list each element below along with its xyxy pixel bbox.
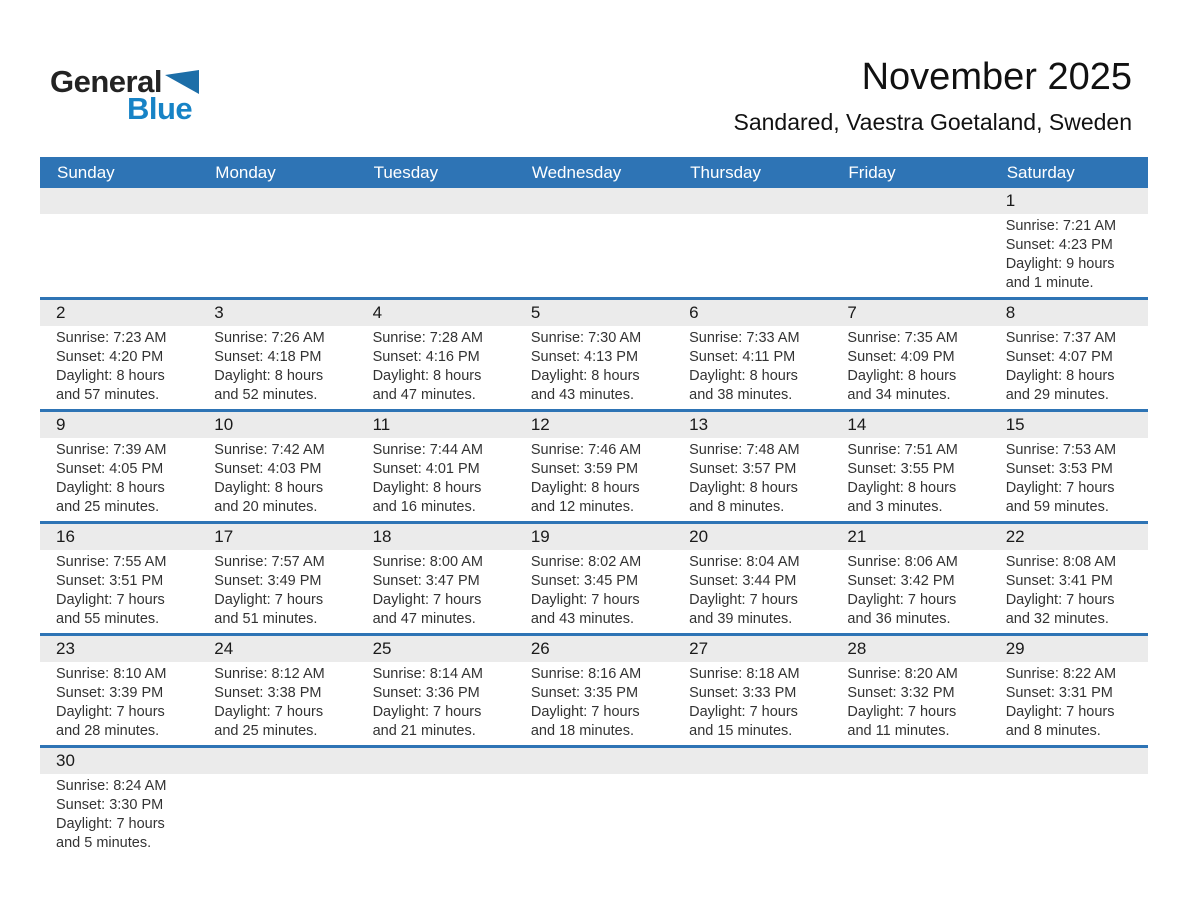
day-details: [990, 214, 1148, 297]
date-number: 4: [357, 300, 515, 326]
day-detail-line: Daylight: 8 hours: [214, 480, 324, 496]
day-cell-4: [357, 300, 515, 409]
day-detail-line: Sunset: 4:16 PM: [372, 349, 480, 365]
weekday-label-wednesday: Wednesday: [531, 162, 622, 182]
date-number: 16: [40, 524, 198, 550]
day-detail-line: Sunset: 3:36 PM: [372, 685, 480, 701]
day-detail-line: Sunrise: 7:51 AM: [847, 442, 958, 458]
date-number: 28: [831, 636, 989, 662]
logo-text-general: General: [50, 64, 162, 99]
day-detail-line: Sunrise: 7:30 AM: [530, 330, 642, 346]
day-detail-line: Sunrise: 8:18 AM: [689, 666, 800, 682]
day-cell-empty: [515, 188, 673, 297]
day-cell-14: [831, 412, 989, 521]
day-detail-line: Sunset: 4:03 PM: [214, 461, 322, 477]
day-detail-line: Daylight: 7 hours: [1005, 480, 1115, 496]
day-cell-empty: [831, 748, 989, 857]
day-detail-line: Sunset: 3:57 PM: [689, 461, 797, 477]
day-details: [990, 550, 1148, 633]
weekday-label-saturday: Saturday: [1006, 162, 1075, 182]
day-cell-27: [673, 636, 831, 745]
week-row: [40, 188, 1148, 300]
day-details: [357, 662, 515, 745]
date-number: 2: [40, 300, 198, 326]
day-detail-line: Sunrise: 8:00 AM: [372, 554, 483, 570]
day-detail-line: Sunset: 3:33 PM: [689, 685, 797, 701]
day-detail-line: Daylight: 8 hours: [689, 368, 798, 384]
day-detail-line: Sunrise: 7:33 AM: [689, 330, 800, 346]
day-detail-line: and 25 minutes.: [214, 723, 318, 739]
day-details: [198, 326, 356, 409]
day-cell-2: [40, 300, 198, 409]
day-detail-line: and 11 minutes.: [847, 723, 950, 739]
day-detail-line: Sunrise: 7:57 AM: [214, 554, 325, 570]
day-detail-line: and 15 minutes.: [689, 723, 793, 739]
day-cell-24: [198, 636, 356, 745]
day-detail-line: Sunrise: 8:22 AM: [1005, 666, 1117, 682]
date-number: [831, 748, 989, 774]
day-details: [831, 326, 989, 409]
day-detail-line: and 36 minutes.: [847, 611, 951, 627]
day-details: [673, 662, 831, 745]
date-number: [198, 748, 356, 774]
day-details: [515, 662, 673, 745]
day-cell-25: [357, 636, 515, 745]
day-detail-line: and 21 minutes.: [372, 723, 476, 739]
day-detail-line: Sunset: 3:39 PM: [56, 685, 164, 701]
day-detail-line: Sunset: 3:44 PM: [689, 573, 797, 589]
day-detail-line: Sunrise: 8:12 AM: [214, 666, 325, 682]
day-detail-line: and 47 minutes.: [372, 611, 476, 627]
date-number: [515, 748, 673, 774]
day-details: [515, 438, 673, 521]
weekday-header-row: [40, 157, 1148, 188]
day-cell-empty: [357, 748, 515, 857]
day-detail-line: Daylight: 7 hours: [847, 704, 957, 720]
day-detail-line: Sunrise: 7:48 AM: [689, 442, 800, 458]
day-details: [831, 214, 989, 293]
day-detail-line: Sunrise: 7:28 AM: [372, 330, 483, 346]
date-number: 15: [990, 412, 1148, 438]
day-details: [515, 774, 673, 853]
day-detail-line: Daylight: 8 hours: [847, 368, 957, 384]
day-details: [357, 438, 515, 521]
day-detail-line: and 55 minutes.: [56, 611, 160, 627]
day-detail-line: Sunrise: 7:23 AM: [56, 330, 167, 346]
day-detail-line: and 59 minutes.: [1005, 499, 1109, 515]
date-number: 23: [40, 636, 198, 662]
day-detail-line: Daylight: 7 hours: [214, 592, 324, 608]
day-cell-9: [40, 412, 198, 521]
day-detail-line: and 34 minutes.: [847, 387, 951, 403]
day-detail-line: Daylight: 8 hours: [372, 368, 482, 384]
day-details: [990, 438, 1148, 521]
day-cell-6: [673, 300, 831, 409]
day-detail-line: Daylight: 7 hours: [214, 704, 324, 720]
date-number: 13: [673, 412, 831, 438]
day-cell-empty: [198, 748, 356, 857]
calendar-grid: [40, 157, 1148, 857]
day-details: [40, 662, 198, 745]
date-number: 26: [515, 636, 673, 662]
week-row: [40, 412, 1148, 524]
day-cell-28: [831, 636, 989, 745]
day-detail-line: Sunrise: 8:20 AM: [847, 666, 958, 682]
day-detail-line: Daylight: 9 hours: [1005, 256, 1115, 272]
day-detail-line: Daylight: 8 hours: [56, 480, 165, 496]
date-number: 14: [831, 412, 989, 438]
day-detail-line: Daylight: 7 hours: [847, 592, 957, 608]
day-details: [357, 326, 515, 409]
day-details: [357, 214, 515, 293]
date-number: 30: [40, 748, 198, 774]
day-cell-22: [990, 524, 1148, 633]
day-detail-line: Sunrise: 8:04 AM: [689, 554, 800, 570]
day-details: [357, 774, 515, 853]
day-detail-line: and 1 minute.: [1005, 275, 1094, 291]
day-cell-12: [515, 412, 673, 521]
day-detail-line: Sunrise: 7:46 AM: [530, 442, 642, 458]
day-details: [515, 550, 673, 633]
day-detail-line: Sunset: 3:49 PM: [214, 573, 322, 589]
day-detail-line: Sunrise: 7:39 AM: [56, 442, 167, 458]
date-number: 9: [40, 412, 198, 438]
calendar-weeks: [40, 188, 1148, 857]
day-cell-15: [990, 412, 1148, 521]
date-number: 11: [357, 412, 515, 438]
week-row: [40, 748, 1148, 857]
day-details: [198, 438, 356, 521]
day-detail-line: and 51 minutes.: [214, 611, 318, 627]
day-detail-line: Sunset: 3:35 PM: [530, 685, 639, 701]
date-number: [673, 188, 831, 214]
day-detail-line: and 39 minutes.: [689, 611, 793, 627]
day-cell-8: [990, 300, 1148, 409]
logo: [50, 66, 199, 124]
day-cell-26: [515, 636, 673, 745]
day-detail-line: Sunrise: 7:37 AM: [1005, 330, 1117, 346]
day-detail-line: Daylight: 8 hours: [530, 480, 640, 496]
day-detail-line: and 8 minutes.: [1005, 723, 1101, 739]
day-detail-line: Sunrise: 8:24 AM: [56, 778, 167, 794]
day-detail-line: and 28 minutes.: [56, 723, 160, 739]
day-detail-line: Daylight: 8 hours: [56, 368, 165, 384]
weekday-label-thursday: Thursday: [690, 162, 761, 182]
day-detail-line: Sunset: 4:11 PM: [689, 349, 796, 365]
calendar-page: [40, 0, 1148, 857]
title-block: [733, 56, 1132, 136]
day-detail-line: Sunset: 3:45 PM: [530, 573, 639, 589]
day-detail-line: Daylight: 7 hours: [530, 704, 640, 720]
day-detail-line: Sunset: 4:23 PM: [1005, 237, 1113, 253]
day-cell-16: [40, 524, 198, 633]
date-number: 5: [515, 300, 673, 326]
date-number: 18: [357, 524, 515, 550]
day-details: [673, 550, 831, 633]
weekday-label-tuesday: Tuesday: [373, 162, 439, 182]
date-number: 19: [515, 524, 673, 550]
day-detail-line: Sunrise: 7:44 AM: [372, 442, 483, 458]
day-cell-11: [357, 412, 515, 521]
day-detail-line: Sunrise: 7:26 AM: [214, 330, 325, 346]
day-detail-line: Sunrise: 7:42 AM: [214, 442, 325, 458]
date-number: [831, 188, 989, 214]
day-detail-line: Sunrise: 8:02 AM: [530, 554, 642, 570]
date-number: [198, 188, 356, 214]
date-number: 6: [673, 300, 831, 326]
day-detail-line: and 38 minutes.: [689, 387, 793, 403]
day-detail-line: Sunrise: 8:10 AM: [56, 666, 167, 682]
day-cell-20: [673, 524, 831, 633]
day-detail-line: and 18 minutes.: [530, 723, 635, 739]
day-detail-line: and 3 minutes.: [847, 499, 943, 515]
day-detail-line: Sunset: 3:47 PM: [372, 573, 480, 589]
date-number: [673, 748, 831, 774]
weekday-label-monday: Monday: [215, 162, 276, 182]
day-detail-line: Daylight: 8 hours: [847, 480, 957, 496]
day-cell-7: [831, 300, 989, 409]
day-detail-line: Sunrise: 7:55 AM: [56, 554, 167, 570]
day-cell-30: [40, 748, 198, 857]
date-number: 3: [198, 300, 356, 326]
day-detail-line: and 52 minutes.: [214, 387, 318, 403]
date-number: 25: [357, 636, 515, 662]
day-detail-line: Sunrise: 7:21 AM: [1005, 218, 1117, 234]
day-detail-line: Daylight: 7 hours: [56, 592, 165, 608]
day-details: [515, 326, 673, 409]
day-details: [990, 326, 1148, 409]
day-detail-line: and 29 minutes.: [1005, 387, 1109, 403]
day-cell-5: [515, 300, 673, 409]
day-detail-line: Daylight: 7 hours: [372, 592, 482, 608]
logo-text-blue: Blue: [127, 91, 193, 126]
date-number: 12: [515, 412, 673, 438]
masthead: [40, 0, 1148, 157]
day-details: [198, 774, 356, 853]
day-cell-empty: [831, 188, 989, 297]
day-detail-line: Sunrise: 7:35 AM: [847, 330, 958, 346]
day-details: [673, 326, 831, 409]
day-detail-line: and 47 minutes.: [372, 387, 476, 403]
day-details: [515, 214, 673, 293]
day-detail-line: Daylight: 7 hours: [1005, 704, 1115, 720]
day-details: [357, 550, 515, 633]
date-number: 20: [673, 524, 831, 550]
day-detail-line: Daylight: 7 hours: [1005, 592, 1115, 608]
day-detail-line: Sunset: 3:42 PM: [847, 573, 955, 589]
day-details: [40, 326, 198, 409]
weekday-label-friday: Friday: [848, 162, 896, 182]
date-number: 7: [831, 300, 989, 326]
day-detail-line: Sunset: 3:31 PM: [1005, 685, 1113, 701]
day-detail-line: Sunset: 3:41 PM: [1005, 573, 1113, 589]
day-detail-line: Sunrise: 7:53 AM: [1005, 442, 1117, 458]
day-detail-line: Sunset: 3:59 PM: [530, 461, 639, 477]
day-details: [40, 214, 198, 293]
day-cell-13: [673, 412, 831, 521]
day-cell-empty: [673, 748, 831, 857]
weekday-label-sunday: Sunday: [57, 162, 115, 182]
page-subtitle: Sandared, Vaestra Goetaland, Sweden: [733, 108, 1132, 135]
day-details: [198, 550, 356, 633]
day-detail-line: and 5 minutes.: [56, 835, 152, 851]
date-number: [357, 748, 515, 774]
day-detail-line: and 8 minutes.: [689, 499, 785, 515]
day-detail-line: Sunset: 3:32 PM: [847, 685, 955, 701]
week-row: [40, 300, 1148, 412]
day-cell-23: [40, 636, 198, 745]
day-detail-line: Sunset: 3:30 PM: [56, 797, 164, 813]
day-cell-empty: [198, 188, 356, 297]
day-detail-line: Sunset: 4:01 PM: [372, 461, 480, 477]
date-number: 22: [990, 524, 1148, 550]
day-detail-line: Daylight: 8 hours: [1005, 368, 1115, 384]
date-number: [40, 188, 198, 214]
date-number: 21: [831, 524, 989, 550]
date-number: [515, 188, 673, 214]
day-detail-line: Sunset: 4:18 PM: [214, 349, 322, 365]
day-detail-line: Sunset: 3:38 PM: [214, 685, 322, 701]
day-detail-line: and 16 minutes.: [372, 499, 476, 515]
day-detail-line: Sunset: 3:55 PM: [847, 461, 955, 477]
day-detail-line: Sunrise: 8:14 AM: [372, 666, 483, 682]
day-cell-17: [198, 524, 356, 633]
day-detail-line: and 20 minutes.: [214, 499, 318, 515]
day-detail-line: and 32 minutes.: [1005, 611, 1109, 627]
date-number: 29: [990, 636, 1148, 662]
day-details: [831, 774, 989, 853]
date-number: 1: [990, 188, 1148, 214]
day-detail-line: Sunset: 4:05 PM: [56, 461, 164, 477]
day-details: [673, 214, 831, 293]
day-detail-line: and 57 minutes.: [56, 387, 160, 403]
day-cell-empty: [40, 188, 198, 297]
day-cell-empty: [990, 748, 1148, 857]
day-detail-line: Sunrise: 8:06 AM: [847, 554, 958, 570]
day-cell-3: [198, 300, 356, 409]
day-detail-line: Daylight: 7 hours: [372, 704, 482, 720]
day-cell-29: [990, 636, 1148, 745]
day-detail-line: Daylight: 7 hours: [56, 704, 165, 720]
day-detail-line: Sunset: 3:53 PM: [1005, 461, 1113, 477]
day-detail-line: Daylight: 7 hours: [530, 592, 640, 608]
day-details: [40, 774, 198, 857]
day-detail-line: Daylight: 7 hours: [689, 704, 798, 720]
day-cell-empty: [673, 188, 831, 297]
day-detail-line: and 43 minutes.: [530, 611, 635, 627]
page-title: November 2025: [861, 56, 1132, 98]
day-details: [40, 550, 198, 633]
day-detail-line: Sunrise: 8:16 AM: [530, 666, 642, 682]
day-detail-line: Daylight: 8 hours: [689, 480, 798, 496]
day-details: [990, 774, 1148, 853]
day-detail-line: and 43 minutes.: [530, 387, 635, 403]
day-cell-empty: [357, 188, 515, 297]
day-details: [40, 438, 198, 521]
day-details: [831, 550, 989, 633]
day-cell-18: [357, 524, 515, 633]
day-details: [831, 438, 989, 521]
day-cell-10: [198, 412, 356, 521]
day-detail-line: and 25 minutes.: [56, 499, 160, 515]
date-number: 10: [198, 412, 356, 438]
day-cell-empty: [515, 748, 673, 857]
day-details: [198, 214, 356, 293]
day-detail-line: Daylight: 8 hours: [214, 368, 324, 384]
day-cell-21: [831, 524, 989, 633]
date-number: 8: [990, 300, 1148, 326]
day-detail-line: Sunset: 3:51 PM: [56, 573, 164, 589]
date-number: 17: [198, 524, 356, 550]
day-cell-19: [515, 524, 673, 633]
day-detail-line: Sunrise: 8:08 AM: [1005, 554, 1117, 570]
day-details: [831, 662, 989, 745]
week-row: [40, 636, 1148, 748]
day-details: [673, 774, 831, 853]
day-details: [990, 662, 1148, 745]
day-cell-1: [990, 188, 1148, 297]
day-detail-line: Sunset: 4:07 PM: [1005, 349, 1113, 365]
day-detail-line: Sunset: 4:09 PM: [847, 349, 955, 365]
date-number: [990, 748, 1148, 774]
date-number: [357, 188, 515, 214]
day-detail-line: Sunset: 4:20 PM: [56, 349, 164, 365]
day-detail-line: Daylight: 7 hours: [689, 592, 798, 608]
week-row: [40, 524, 1148, 636]
day-detail-line: Daylight: 8 hours: [372, 480, 482, 496]
day-details: [198, 662, 356, 745]
date-number: 24: [198, 636, 356, 662]
day-detail-line: Sunset: 4:13 PM: [530, 349, 639, 365]
date-number: 27: [673, 636, 831, 662]
day-detail-line: and 12 minutes.: [530, 499, 635, 515]
day-detail-line: Daylight: 8 hours: [530, 368, 640, 384]
day-details: [673, 438, 831, 521]
day-detail-line: Daylight: 7 hours: [56, 816, 165, 832]
